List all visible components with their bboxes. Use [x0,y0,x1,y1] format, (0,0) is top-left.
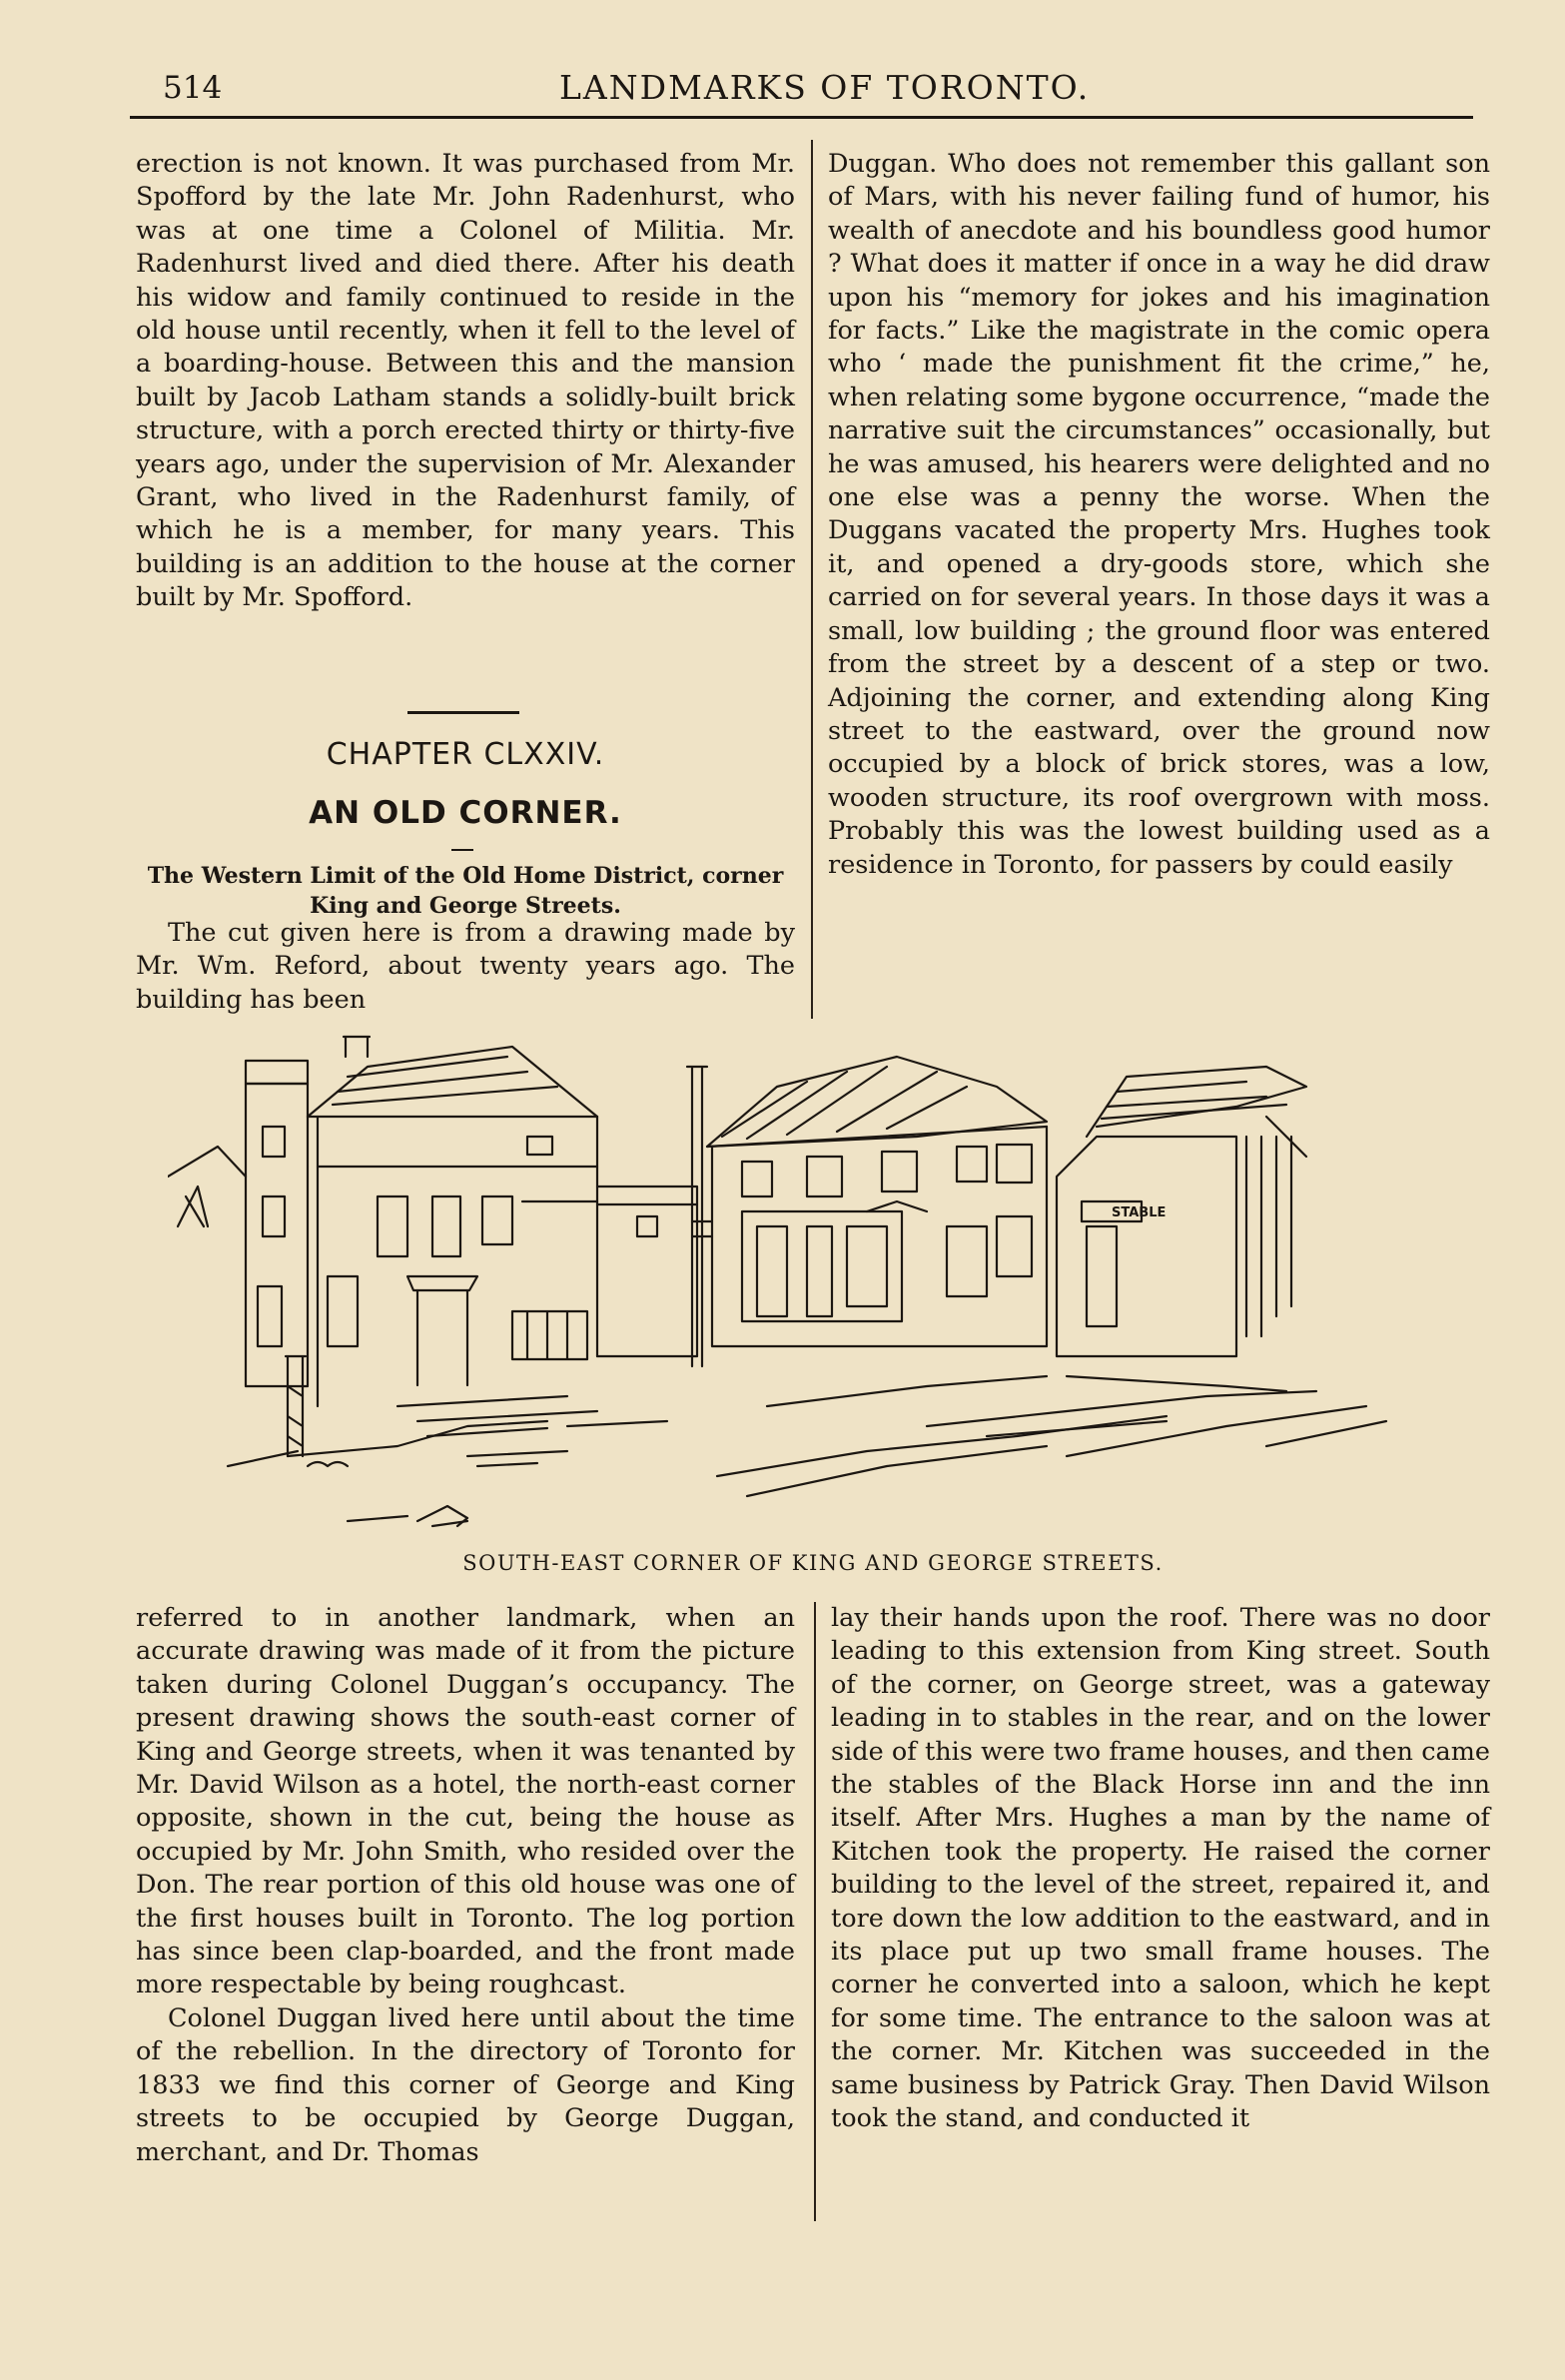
column-divider-top [811,140,813,1019]
paragraph: The cut given here is from a drawing made by Mr. Wm. Reford, about twenty years ago. The building has been [136,918,795,1015]
left-column-top [136,148,795,615]
title-rule [451,849,473,851]
header-rule [130,116,1473,119]
street-corner-illustration [168,1027,1486,1556]
section-rule [407,711,519,714]
paragraph: referred to in another landmark, when an accurate drawing was made of it from the picture taken during Colonel Duggan’s occupancy. The present drawing shows the south-east corner of King and George streets, when it was tenanted by Mr. David Wilson as a hotel, the north-east corner opposite, shown in the cut, being the house as occupied by Mr. John Smith, who resided over the Don. The rear portion of this old house was one of the first houses built in Toronto. The log portion has since been clap-boarded, and the front made more respectable by being roughcast. [136,1603,795,2000]
right-column-bottom [831,1602,1490,2136]
column-divider-bottom [814,1602,816,2221]
paragraph: Duggan. Who does not remember this gallant son of Mars, with his never failing fund of humor, his wealth of anecdote and his boundless good humor ? What does it matter if once in a way he did draw upon his “memory for jokes and his imagination for facts.” Like the magistrate in the comic opera who ‘ made the punishment fit the crime,” he, when relating some bygone occurrence, “made the narrative suit the circumstances” occasionally, but he was amused, his hearers were delighted and no one else was a penny the worse. When the Duggans vacated the property Mrs. Hughes took it, and opened a dry-goods store, which she carried on for several years. In those days it was a small, low building ; the ground floor was entered from the street by a descent of a step or two. Adjoining the corner, and extending along King street to the eastward, over the ground now occupied by a block of brick stores, was a low, wooden structure, its roof overgrown with moss. Probably this was the lowest building used as a residence in Toronto, for passers by could easily [828,149,1490,880]
chapter-intro [136,917,795,1017]
paragraph: erection is not known. It was purchased from Mr. Spofford by the late Mr. John Radenhurst, who was at one time a Colonel of Militia. Mr. Radenhurst lived and died there. After his death his widow and family continued to reside in the old house until recently, when it fell to the level of a boarding-house. Between this and the mansion built by Jacob Latham stands a solidly-built brick structure, with a porch erected thirty or thirty-five years ago, under the supervision of Mr. Alexander Grant, who lived in the Radenhurst family, of which he is a member, for many years. This building is an addition to the house at the corner built by Mr. Spofford. [136,149,795,613]
chapter-number: CHAPTER CLXXIV. [326,737,605,772]
running-title: LANDMARKS OF TORONTO. [559,68,1091,107]
illustration-caption: SOUTH-EAST CORNER OF KING AND GEORGE STREETS. [462,1551,1164,1575]
chapter-subheading: The Western Limit of the Old Home District, corner King and George Streets. [147,863,784,919]
left-column-bottom [136,1602,795,2169]
paragraph: lay their hands upon the roof. There was no door leading to this extension from King street. South of the corner, on George street, was a gateway leading in to stables in the rear, and on the lower side of this were two frame houses, and then came the stables of the Black Horse inn and the inn itself. After Mrs. Hughes a man by the name of Kitchen took the property. He raised the corner building to the level of the street, repaired it, and tore down the low addition to the eastward, and in its place put up two small frame houses. The corner he converted into a saloon, which he kept for some time. The entrance to the saloon was at the corner. Mr. Kitchen was succeeded in the same business by Patrick Gray. Then David Wilson took the stand, and conducted it [831,1603,1490,2134]
page-number: 514 [163,70,223,106]
chapter-title: AN OLD CORNER. [309,795,622,831]
right-column-top [828,148,1490,882]
stable-sign: STABLE [1112,1205,1167,1220]
paragraph: Colonel Duggan lived here until about the time of the rebellion. In the directory of Toronto for 1833 we find this corner of George and King streets to be occupied by George Duggan, merchant, and Dr. Thomas [136,2002,795,2167]
